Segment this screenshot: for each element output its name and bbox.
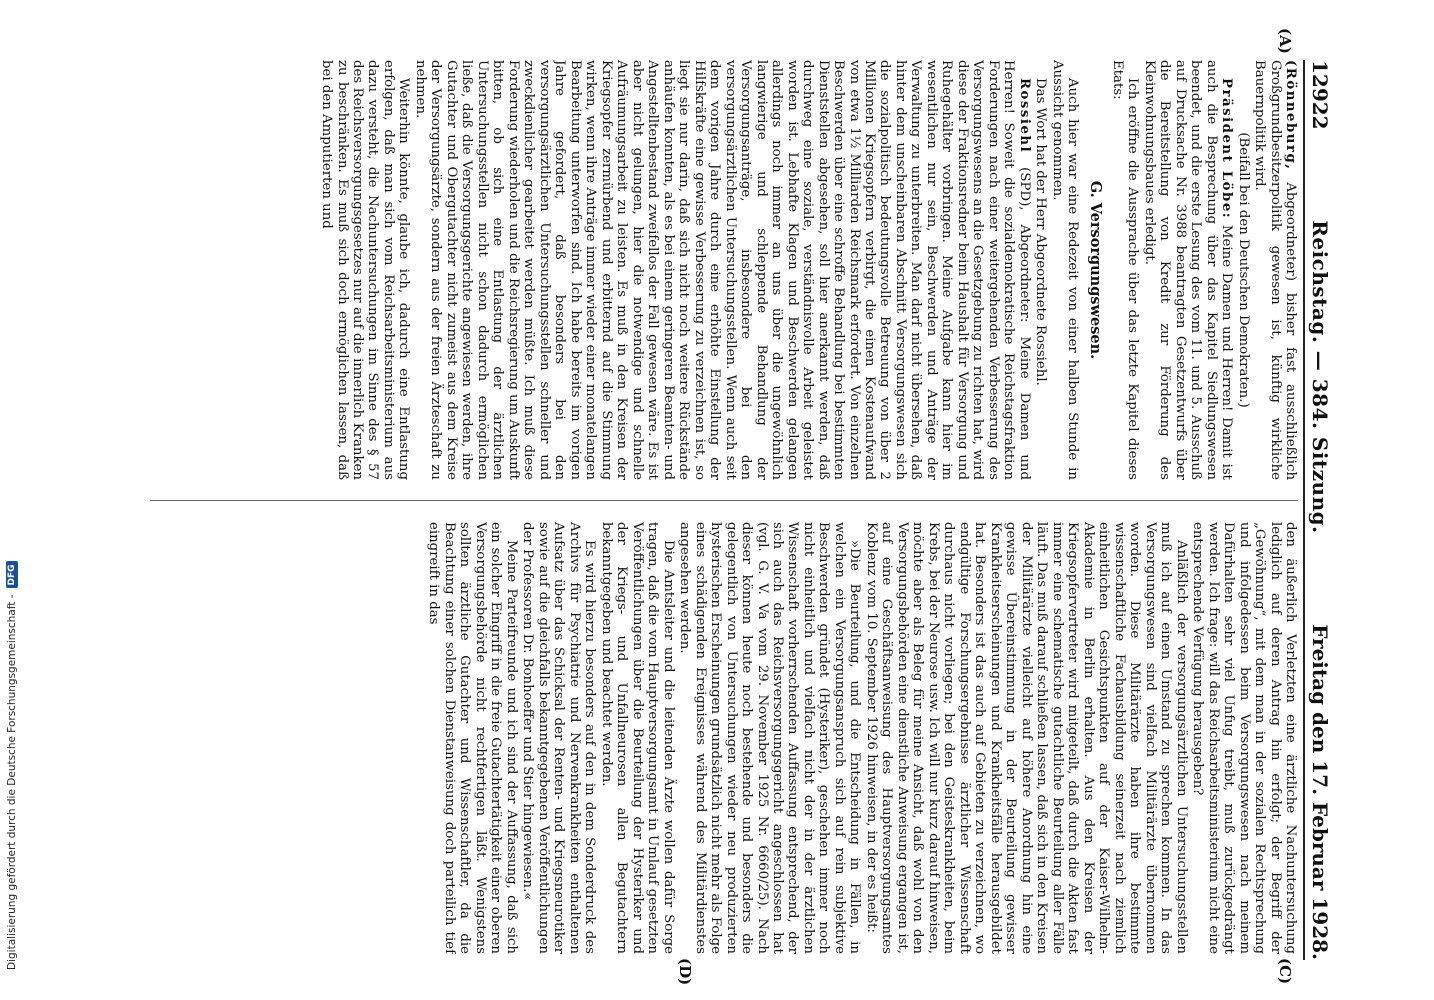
paragraph: Das Wort hat der Herr Abgeordnete Rossiehl. xyxy=(1033,78,1049,386)
section-heading: G. Versorgungswesen. xyxy=(1087,180,1105,360)
page-header xyxy=(1303,60,1342,960)
paragraph: Meine Parteifreunde und ich sind der Auffassung, daß sich ein solcher Eingriff in die freie Gutachtertätigkeit einer oberen Versorgungsbehörde nicht rechtfertigen läßt. Wenigstens sollten ärztliche Gutachter und Wissenschaftler, da die Beachtung einer solchen Dienstanweisung doch parteilich tief eingreift in das xyxy=(426,522,519,954)
paragraph: Weiterhin könnte, glaube ich, dadurch eine Entlastung erfolgen, daß man sich vom Reichsarbeitsministerium aus dazu versteht, die Nachuntersuchungen im Sinne des § 57 des Reichsversorgungsgesetzes nur auf die innerlich Kranken zu beschränken. Es muß sich doch ermöglichen lassen, daß bei den Amputierten und xyxy=(319,60,412,480)
applause-note: (Beifall bei den Deutschen Demokraten.) xyxy=(1235,132,1251,408)
paragraph: (Rönneburg, Abgeordneter) bisher fast ausschließlich Großgrundbesitzerpolitik gewesen ist, künftig wirkliche Bauernpolitik wird. xyxy=(1252,60,1298,480)
margin-mark-a: (A) xyxy=(1276,28,1294,54)
quote-paragraph: »Die Beurteilung, und die Entscheidung in Fällen, in welchen ein Versorgungsanspruch sich auf rein subjektive Beschwerden gründet (Hysteriker), geschehen immer noch nicht einheitlich und vielfach nicht der in der ärztlichen Wissenschaft vorherrschenden Auffassung entsprechend, der sich auch das Reichsversorgungsgericht angeschlossen hat (vgl. G. V. Va vom 29. November 1925 Nr. 6660/25). Nach dieser können heute noch bestehende und besonders die gelegentlich von Untersuchungen wieder neu produzierten hysterischen Erscheinungen grundsätzlich nicht mehr als Folge eines schädigenden Ereignisses während des Militärdienstes angesehen werden. xyxy=(677,522,863,954)
margin-mark-d: (D) xyxy=(676,958,694,986)
left-column xyxy=(150,60,1298,480)
paragraph: Rossiehl (SPD), Abgeordneter: Meine Damen und Herren! Soweit die sozialdemokratische Reichstagsfraktion Forderungen nach einer weitergehenden Verbesserung des Versorgungswesens an die Gesetzgebung zu richten hat, wird diese der Fraktionsredner beim Haushalt für Versorgung und Ruhegehälter vorbringen. Meine Aufgabe kann hier im wesentlichen nur sein, Beschwerden und Anträge der Verwaltung zu unterbreiten. Man darf nicht übersehen, daß hinter dem unscheinbaren Abschnitt Versorgungswesen sich die sozialpolitisch bedeutungsvolle Betreuung von über 2 Millionen Kriegsopfern verbirgt, die einen Kostenaufwand von etwa 1½ Milliarden Reichsmark erfordert. Von einzelnen Beschwerden über eine schroffe Behandlung bei bestimmten Dienststellen abgesehen, soll hier anerkannt werden, daß durchweg eine soziale, verständnisvolle Arbeit geleistet worden ist. Lebhafte Klagen und Beschwerden gelangen allerdings noch immer an uns über die ungewöhnlich langwierige und schleppende Behandlung der Versorgungsanträge, insbesondere bei den versorgungsärztlichen Untersuchungsstellen. Wenn auch seit dem vorigen Jahre durch eine erhöhte Einstellung der Hilfskräfte eine gewisse Verbesserung zu verzeichnen ist, so liegt sie nur darin, daß sich nicht noch weitere Rückstände anhäufen konnten, als es bei einem geringeren Beamten- und Angestelltenbestand zweifellos der Fall gewesen wäre. Es ist aber nicht gelungen, hier die notwendige und schnelle Aufräumungsarbeit zu leisten. Es muß in den Kreisen der Kriegsopfer zermürbend und erbitternd auf die Stimmung wirken, wenn ihre Anträge immer wieder einer monatelangen Bearbeitung unterworfen sind. Ich habe bereits im vorigen Jahre gefordert, daß besonders bei den versorgungsärztlichen Untersuchungsstellen schneller und zweckdienlicher gearbeitet werden müßte. Ich muß diese Forderung wiederholen und die Reichsregierung um Auskunft bitten, ob sich eine Entlastung der ärztlichen Untersuchungsstellen nicht schon dadurch ermöglichen ließe, daß die Versorgungsgerichte angewiesen werden, ihre Gutachter und Obergutachter nicht zumeist aus dem Kreise der Versorgungsärzte, sondern aus der freien Ärzteschaft zu nehmen. xyxy=(412,60,1032,480)
quote-paragraph: Die Amtsleiter und die leitenden Ärzte wollen dafür Sorge tragen, daß die vom Hauptversorgungsamt in Umlauf gesetzten Veröffentlichungen über die Beurteilung der Hysteriker und der Kriegs- und Unfallneurosen allen Begutachtern bekanntgegeben und beachtet werden. xyxy=(598,522,676,954)
column-divider xyxy=(150,500,1298,501)
margin-mark-c: (C) xyxy=(1276,958,1294,985)
paragraph: Ich eröffne die Aussprache über das letzte Kapitel dieses Etats: xyxy=(1109,60,1141,480)
paragraph: den äußerlich Verletzten eine ärztliche Nachuntersuchung lediglich auf deren Antrag hin erfolgt; der Begriff der „Gewöhnung“, mit dem man in der sozialen Rechtsprechung und infolgedessen beim Versorgungswesen nach meinem Dafürhalten sehr viel Unfug treibt, muß zurückgedrängt werden. Ich frage: will das Reichsarbeitsministerium nicht eine entsprechende Verfügung herausgeben? xyxy=(1190,522,1298,954)
quote-paragraph: Es wird hierzu besonders auf den in dem Sonderdruck des Archivs für Psychiatrie und Nervenkrankheiten enthaltenen Aufsatz über das Schicksal der Renten- und Kriegsneurotiker sowie auf die gleichfalls bekanntgegebenen Veröffentlichungen der Professoren Dr. Bonhoeffer und Stier hingewiesen.« xyxy=(520,522,598,954)
footer-strip xyxy=(0,0,24,1000)
page-number: 12922 xyxy=(1308,60,1332,130)
footer-text: Digitalisierung gefördert durch die Deutsche Forschungsgemeinschaft - xyxy=(6,594,18,970)
right-column xyxy=(150,522,1298,954)
header-title: Reichstag. — 384. Sitzung. xyxy=(1308,220,1332,534)
paragraph: Anläßlich der versorgungsärztlichen Untersuchungsstellen muß ich auf einen Umstand zu sprechen kommen. In das Versorgungswesen sind vielfach Militärärzte übernommen worden. Diese Militärärzte haben ihre bestimmte wissenschaftliche Fachausbildung seinerzeit nach ziemlich einheitlichen Gesichtspunkten auf der Kaiser-Wilhelm-Akademie in Berlin erhalten. Aus den Kreisen der Kriegsopfervertreter wird mitgeteilt, daß durch die Akten fast immer eine schematische gutachtliche Beurteilung aller Fälle läuft. Das muß darauf schließen lassen, daß sich in den Kreisen der Militärärzte vielleicht auf höhere Anordnung hin eine gewisse Übereinstimmung in der Beurteilung gewisser Krankheitserscheinungen und Krankheitsfälle herausgebildet hat. Besonders ist das auch auf Gebieten zu verzeichnen, wo endgültige Forschungsergebnisse ärztlicher Wissenschaft durchaus nicht vorliegen; bei den Geisteskrankheiten, beim Krebs, bei der Neurose usw. Ich will nur kurz darauf hinweisen, möchte aber als Beleg für meine Ansicht, daß wohl von den Versorgungsbehörden eine dienstliche Anweisung ergangen ist, auf eine Geschäftsanweisung des Hauptversorgungsamtes Koblenz vom 10. September 1926 hinweisen, in der es heißt: xyxy=(863,522,1189,954)
dfg-logo-icon: DFG xyxy=(6,561,18,588)
header-date: Freitag den 17. Februar 1928. xyxy=(1308,624,1332,960)
paragraph: Auch hier war eine Redezeit von einer halben Stunde in Aussicht genommen. xyxy=(1049,60,1081,480)
paragraph: Präsident Löbe: Meine Damen und Herren! Damit ist auch die Besprechung über das Kapitel Siedlungswesen beendet, und die erste Lesung des vom 11. und 5. Ausschuß auf Drucksache Nr. 3988 beantragten Gesetzentwurfs über die Bereitstellung von Kredit zur Förderung des Kleinwohnungsbaues erledigt. xyxy=(1141,60,1235,480)
